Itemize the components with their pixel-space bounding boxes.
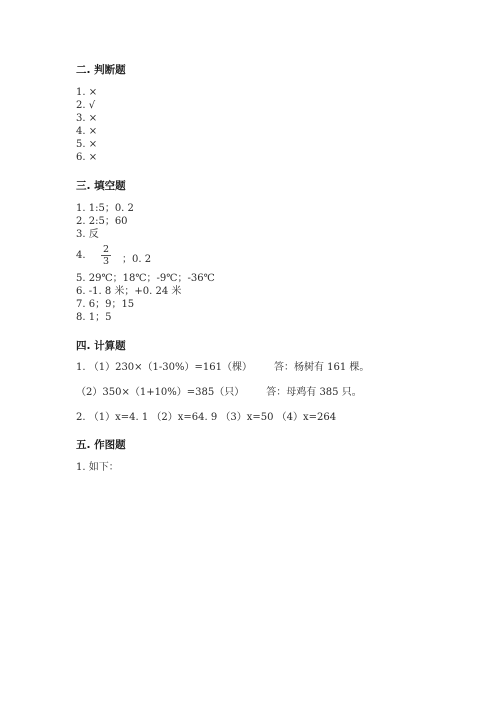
fill-in-answer-8: 8. 1；5: [76, 312, 112, 323]
section-heading-calculation: 四. 计算题: [76, 340, 126, 352]
fill-in-answer-5: 5. 29℃；18℃；-9℃；-36℃: [76, 273, 215, 284]
fraction-numerator: 2: [102, 244, 110, 255]
judgement-answer-4: 4. ×: [76, 126, 98, 137]
judgement-answer-3: 3. ×: [76, 113, 98, 124]
fill-in-answer-6: 6. -1. 8 米；+0. 24 米: [76, 286, 182, 297]
fill-in-answer-3: 3. 反: [76, 229, 99, 240]
section-heading-drawing: 五. 作图题: [76, 439, 126, 451]
judgement-answer-6: 6. ×: [76, 152, 98, 163]
calculation-2-expression: （2）350×（1+10%）=385（只）: [76, 387, 245, 398]
fraction-two-thirds: [100, 244, 112, 267]
calculation-line-2: [76, 387, 362, 399]
calculation-1-answer: 答：杨树有 161 棵。: [273, 362, 370, 373]
judgement-answer-5: 5. ×: [76, 139, 98, 150]
fill-in-answer-1: 1. 1:5；0. 2: [76, 203, 134, 214]
drawing-answer-1: 1. 如下：: [76, 462, 119, 473]
calculation-1-expression: 1. （1）230×（1-30%）=161（棵）: [76, 362, 252, 373]
fraction-denominator: 3: [102, 256, 110, 267]
fill-in-answer-7: 7. 6；9；15: [76, 299, 135, 310]
fill-in-answer-4-tail: ；0. 2: [122, 254, 152, 265]
section-heading-fill-in: 三. 填空题: [76, 180, 126, 192]
calculation-line-1: [76, 362, 369, 374]
fill-in-answer-4-label: 4.: [76, 250, 86, 261]
judgement-answer-1: 1. ×: [76, 87, 98, 98]
section-heading-judgement: 二. 判断题: [76, 64, 126, 76]
calculation-2-answer: 答：母鸡有 385 只。: [266, 387, 362, 398]
calculation-line-3: 2. （1）x=4. 1 （2）x=64. 9 （3）x=50 （4）x=264: [76, 412, 337, 423]
fill-in-answer-2: 2. 2:5；60: [76, 216, 128, 227]
judgement-answer-2: 2. √: [76, 100, 96, 111]
